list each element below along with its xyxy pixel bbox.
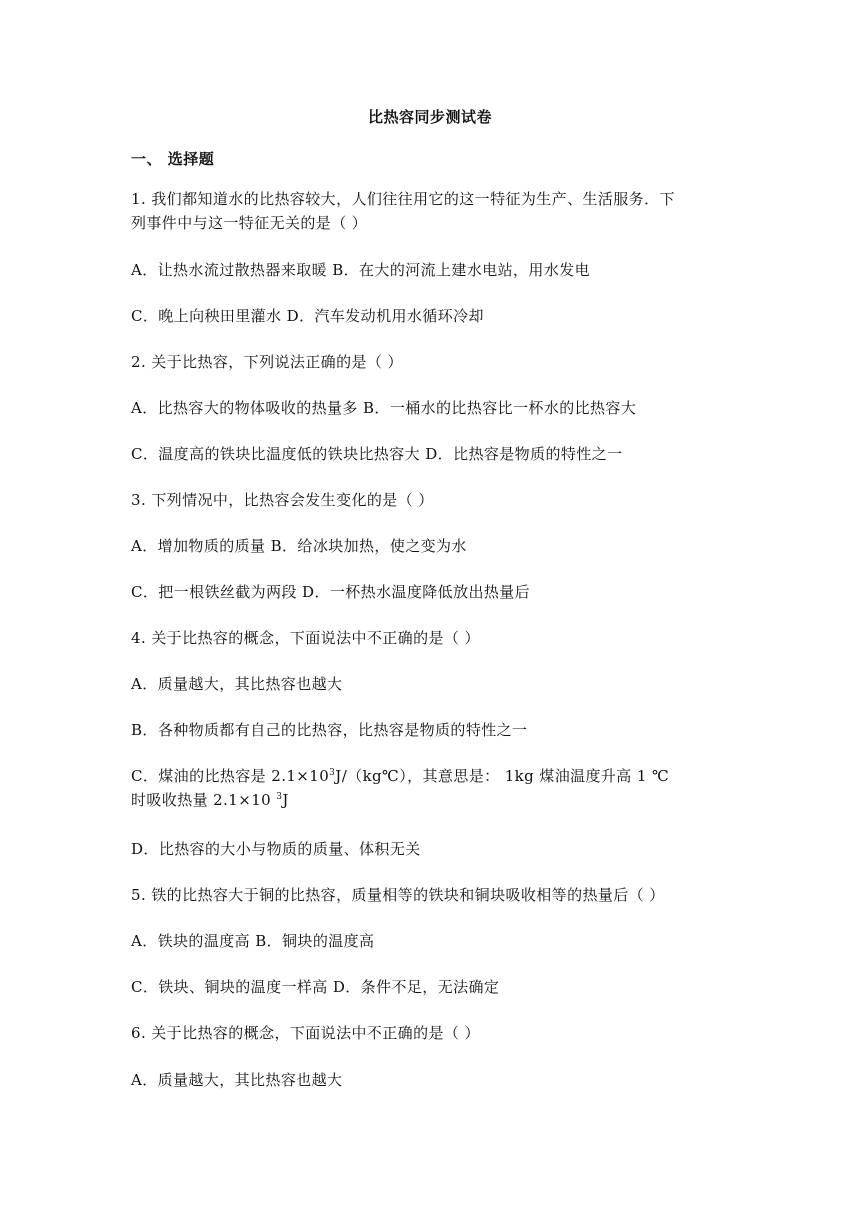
question-6-option-a: A．质量越大，其比热容也越大 bbox=[131, 1071, 343, 1089]
section-heading: 一、 选择题 bbox=[131, 150, 215, 168]
question-4-option-c-line-1 bbox=[131, 765, 736, 788]
option-c-text-4: J bbox=[282, 791, 289, 809]
option-c-text-1: C．煤油的比热容是 2.1×10 bbox=[131, 767, 330, 785]
question-2-stem: 2. 关于比热容，下列说法正确的是（ ） bbox=[131, 353, 403, 371]
question-6-stem: 6. 关于比热容的概念，下面说法中不正确的是（ ） bbox=[131, 1024, 480, 1042]
question-3-stem: 3. 下列情况中，比热容会发生变化的是（ ） bbox=[131, 491, 434, 509]
option-c-exponent-1: 3 bbox=[329, 768, 336, 778]
question-4-option-a: A．质量越大，其比热容也越大 bbox=[131, 675, 343, 693]
question-1-stem-line-1: 1. 我们都知道水的比热容较大，人们往往用它的这一特征为生产、生活服务．下 bbox=[131, 190, 675, 208]
question-4-option-c-line-2 bbox=[131, 789, 736, 812]
question-3-options-ab: A．增加物质的质量 B．给冰块加热，使之变为水 bbox=[131, 537, 467, 555]
question-5-options-cd: C．铁块、铜块的温度一样高 D．条件不足，无法确定 bbox=[131, 978, 500, 996]
option-c-text-3: 时吸收热量 2.1×10 bbox=[131, 791, 277, 809]
question-3-options-cd: C．把一根铁丝截为两段 D．一杯热水温度降低放出热量后 bbox=[131, 583, 531, 601]
question-2-options-ab: A．比热容大的物体吸收的热量多 B．一桶水的比热容比一杯水的比热容大 bbox=[131, 399, 637, 417]
question-4-option-b: B．各种物质都有自己的比热容，比热容是物质的特性之一 bbox=[131, 721, 528, 739]
page-title: 比热容同步测试卷 bbox=[367, 108, 492, 126]
question-2-options-cd: C．温度高的铁块比温度低的铁块比热容大 D．比热容是物质的特性之一 bbox=[131, 445, 623, 463]
question-1-options-ab: A．让热水流过散热器来取暖 B．在大的河流上建水电站，用水发电 bbox=[131, 261, 591, 279]
question-5-stem: 5. 铁的比热容大于铜的比热容，质量相等的铁块和铜块吸收相等的热量后（ ） bbox=[131, 886, 665, 904]
question-5-options-ab: A．铁块的温度高 B．铜块的温度高 bbox=[131, 932, 375, 950]
question-4-option-d: D．比热容的大小与物质的质量、体积无关 bbox=[131, 840, 421, 858]
question-4-stem: 4. 关于比热容的概念，下面说法中不正确的是（ ） bbox=[131, 629, 480, 647]
option-c-text-2: J/（kg℃），其意思是： 1kg 煤油温度升高 1 ℃ bbox=[335, 767, 670, 785]
option-c-exponent-2: 3 bbox=[276, 792, 283, 802]
question-1-stem-line-2: 列事件中与这一特征无关的是（ ） bbox=[131, 214, 368, 232]
question-1-options-cd: C．晚上向秧田里灌水 D．汽车发动机用水循环冷却 bbox=[131, 307, 484, 325]
